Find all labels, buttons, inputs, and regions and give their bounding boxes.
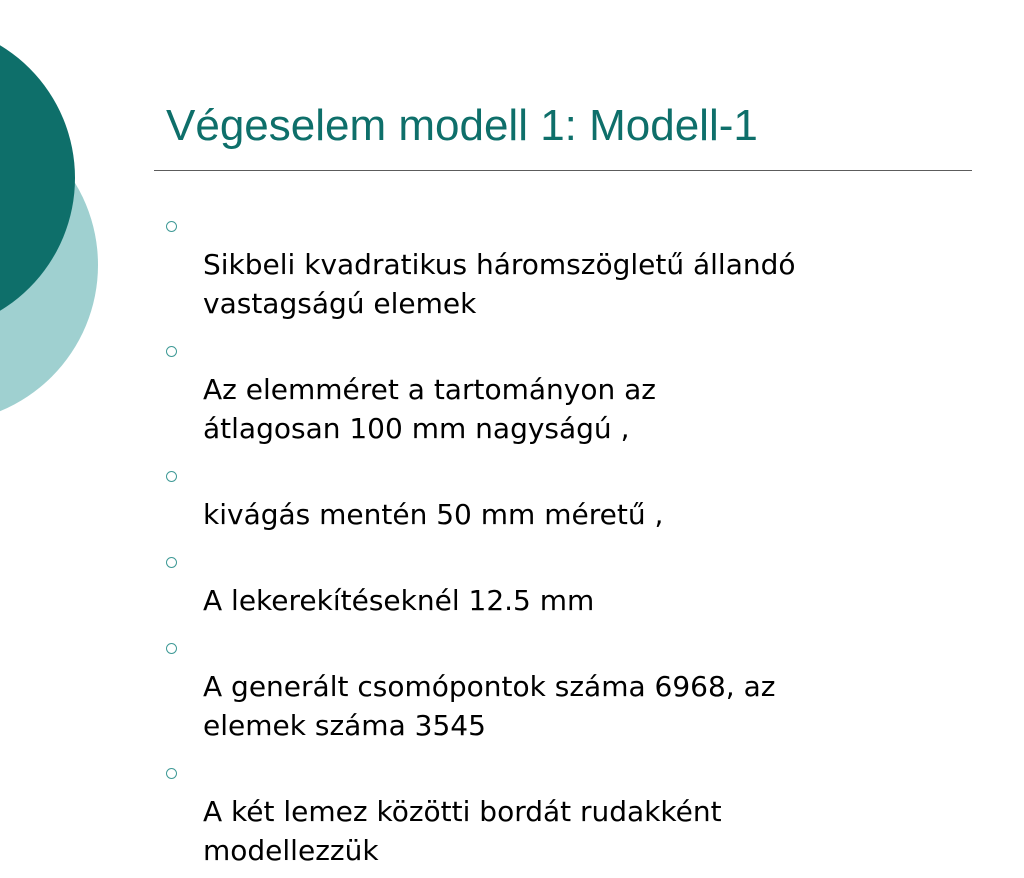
bullet-circle-icon <box>166 471 177 482</box>
bullet-text: Sikbeli kvadratikus háromszögletű állandó vastagságú elemek <box>203 248 796 320</box>
bullet-item <box>166 753 986 870</box>
bullet-item <box>166 456 986 534</box>
bullet-text: A lekerekítéseknél 12.5 mm <box>203 584 595 617</box>
title-underline <box>154 170 972 171</box>
slide-title: Végeselem modell 1: Modell-1 <box>166 101 758 150</box>
bullet-item <box>166 331 986 448</box>
bullet-text: A két lemez közötti bordát rudakként modellezzük <box>203 795 722 867</box>
bullet-circle-icon <box>166 643 177 654</box>
bullet-text: A generált csomópontok száma 6968, az elemek száma 3545 <box>203 670 776 742</box>
decorative-circles <box>0 0 110 400</box>
bullet-list <box>166 206 986 878</box>
bullet-circle-icon <box>166 346 177 357</box>
bullet-item <box>166 542 986 620</box>
bullet-circle-icon <box>166 221 177 232</box>
bullet-item <box>166 628 986 745</box>
bullet-text: kivágás mentén 50 mm méretű , <box>203 498 664 531</box>
bullet-text: Az elemméret a tartományon az átlagosan 100 mm nagyságú , <box>203 373 656 445</box>
bullet-circle-icon <box>166 557 177 568</box>
bullet-item <box>166 206 986 323</box>
bullet-circle-icon <box>166 768 177 779</box>
